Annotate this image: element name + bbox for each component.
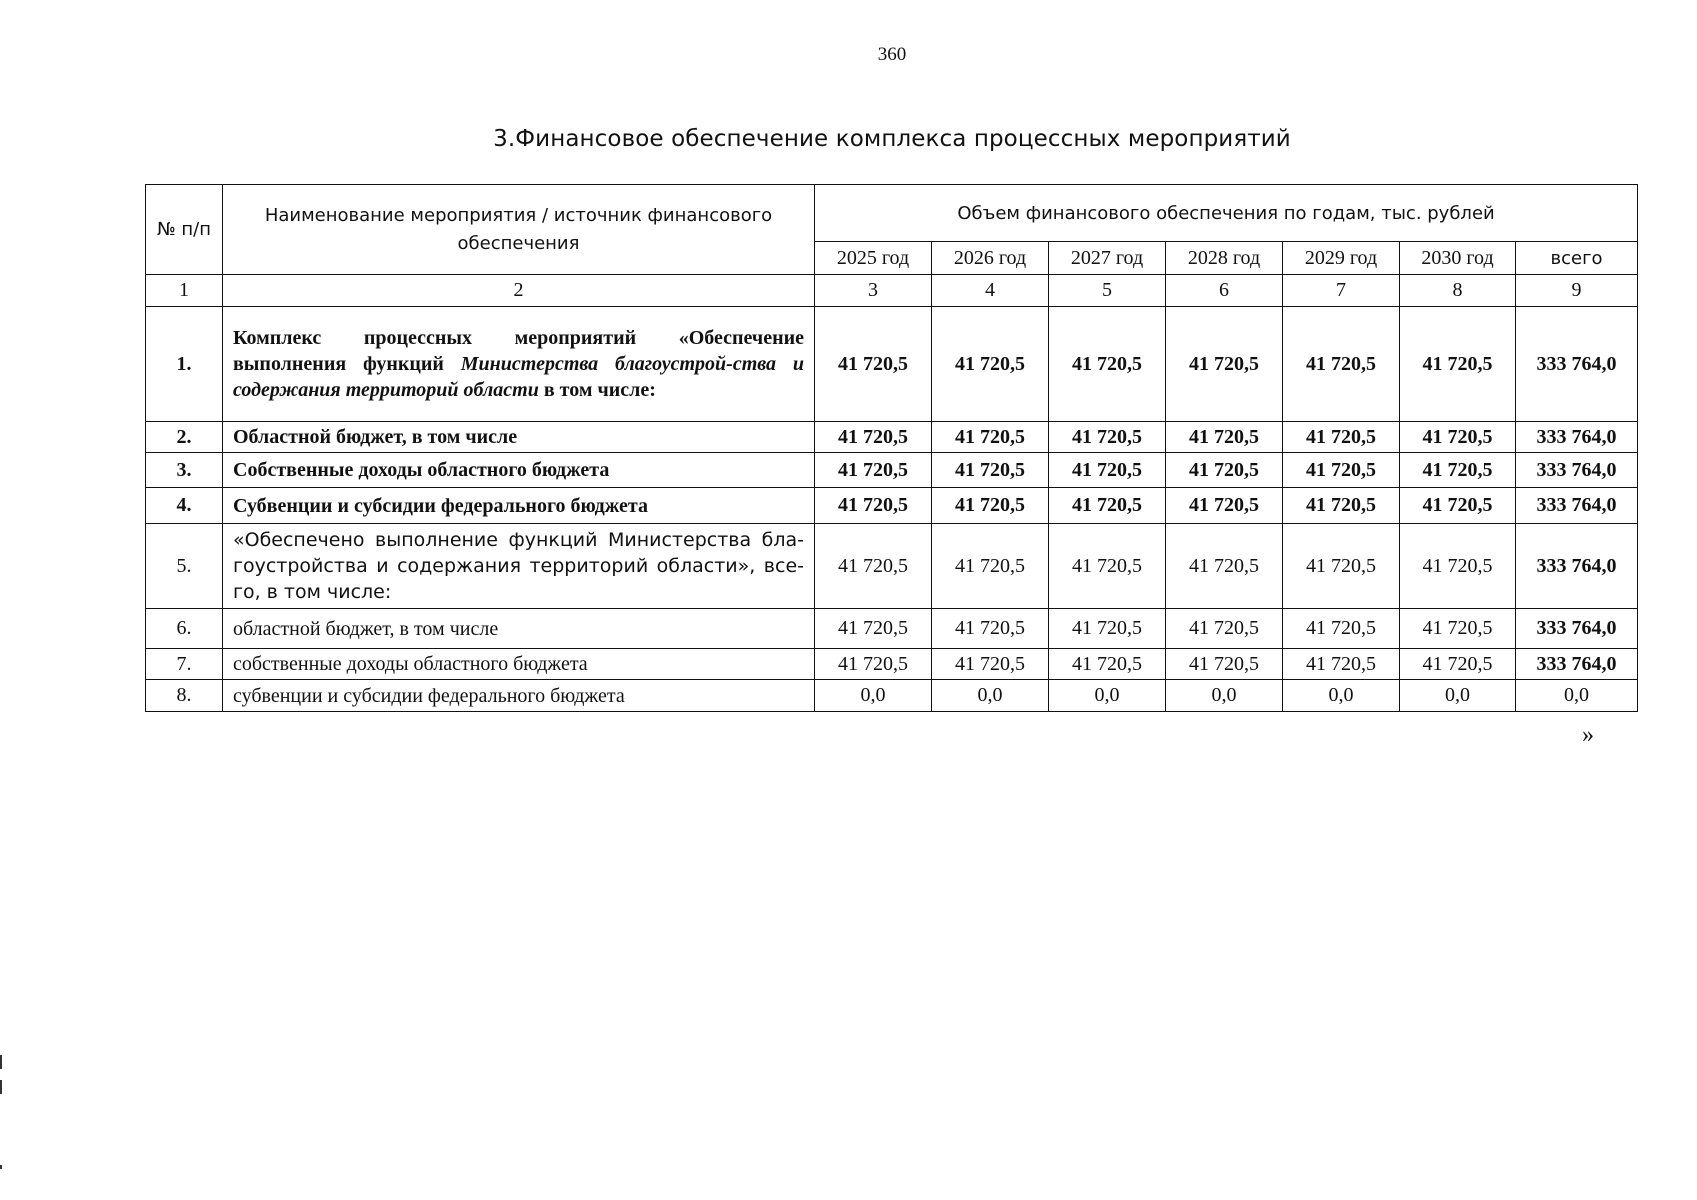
value-cell: 41 720,5 [1283, 488, 1400, 524]
value-cell: 0,0 [1283, 680, 1400, 712]
column-number: 6 [1166, 275, 1283, 307]
scan-edge-mark [0, 1080, 2, 1094]
value-cell: 41 720,5 [1283, 422, 1400, 453]
value-cell: 41 720,5 [1049, 307, 1166, 422]
value-cell: 0,0 [1049, 680, 1166, 712]
value-cell: 41 720,5 [815, 524, 932, 609]
value-cell: 41 720,5 [1049, 453, 1166, 488]
row-name: Собственные доходы областного бюджета [223, 453, 815, 488]
value-cell: 41 720,5 [1400, 307, 1516, 422]
column-number: 3 [815, 275, 932, 307]
total-cell: 333 764,0 [1516, 453, 1638, 488]
column-number-row [146, 275, 1638, 307]
column-number: 1 [146, 275, 223, 307]
row-number: 2. [146, 422, 223, 453]
value-cell: 0,0 [932, 680, 1049, 712]
col-num-header: № п/п [146, 185, 223, 275]
value-cell: 41 720,5 [1283, 609, 1400, 649]
value-cell: 41 720,5 [1049, 422, 1166, 453]
scan-edge-mark [0, 1165, 2, 1169]
value-cell: 41 720,5 [1283, 307, 1400, 422]
year-header: 2027 год [1049, 242, 1166, 275]
financing-table [145, 184, 1638, 712]
header-row-top [146, 185, 1638, 242]
column-number: 8 [1400, 275, 1516, 307]
table-row [146, 609, 1638, 649]
value-cell: 41 720,5 [815, 422, 932, 453]
row-name: собственные доходы областного бюджета [223, 649, 815, 680]
total-cell: 333 764,0 [1516, 524, 1638, 609]
row-number: 1. [146, 307, 223, 422]
value-cell: 41 720,5 [815, 488, 932, 524]
value-cell: 41 720,5 [932, 488, 1049, 524]
value-cell: 41 720,5 [1166, 422, 1283, 453]
value-cell: 41 720,5 [815, 609, 932, 649]
value-cell: 41 720,5 [1283, 524, 1400, 609]
value-cell: 41 720,5 [932, 307, 1049, 422]
total-header: всего [1516, 242, 1638, 275]
row-name: субвенции и субсидии федерального бюджета [223, 680, 815, 712]
value-cell: 41 720,5 [1166, 609, 1283, 649]
total-cell: 333 764,0 [1516, 609, 1638, 649]
row-name: областной бюджет, в том числе [223, 609, 815, 649]
value-cell: 41 720,5 [932, 453, 1049, 488]
column-number: 4 [932, 275, 1049, 307]
table-row [146, 307, 1638, 422]
value-cell: 0,0 [815, 680, 932, 712]
row-number: 7. [146, 649, 223, 680]
value-cell: 0,0 [1400, 680, 1516, 712]
value-cell: 41 720,5 [1049, 488, 1166, 524]
scan-edge-mark [0, 1055, 2, 1069]
value-cell: 41 720,5 [1400, 524, 1516, 609]
section-title: 3.Финансовое обеспечение комплекса процессных мероприятий [493, 126, 1291, 152]
year-header: 2030 год [1400, 242, 1516, 275]
value-cell: 41 720,5 [932, 649, 1049, 680]
row-name: Областной бюджет, в том числе [223, 422, 815, 453]
value-cell: 41 720,5 [932, 422, 1049, 453]
value-cell: 41 720,5 [1400, 609, 1516, 649]
value-cell: 41 720,5 [932, 524, 1049, 609]
row-number: 8. [146, 680, 223, 712]
row-name-italic: Министерства благоустрой-ства и содержания территорий области [233, 353, 804, 401]
closing-quote: » [1582, 722, 1594, 748]
total-cell: 333 764,0 [1516, 422, 1638, 453]
total-cell: 333 764,0 [1516, 649, 1638, 680]
total-cell: 333 764,0 [1516, 488, 1638, 524]
page-number: 360 [877, 44, 907, 65]
value-cell: 41 720,5 [1166, 649, 1283, 680]
value-cell: 41 720,5 [1166, 453, 1283, 488]
value-cell: 41 720,5 [1400, 649, 1516, 680]
year-header: 2025 год [815, 242, 932, 275]
total-cell: 333 764,0 [1516, 307, 1638, 422]
year-header: 2029 год [1283, 242, 1400, 275]
value-cell: 41 720,5 [1049, 649, 1166, 680]
table-row [146, 524, 1638, 609]
row-name-part: Комплекс процессных мероприятий «Обеспечение выполнения функций [233, 327, 804, 375]
value-cell: 0,0 [1166, 680, 1283, 712]
year-header: 2026 год [932, 242, 1049, 275]
value-cell: 41 720,5 [1283, 453, 1400, 488]
row-number: 3. [146, 453, 223, 488]
col-name-header: Наименование мероприятия / источник финансового обеспечения [223, 185, 815, 275]
value-cell: 41 720,5 [1049, 524, 1166, 609]
value-cell: 41 720,5 [815, 453, 932, 488]
row-number: 6. [146, 609, 223, 649]
table-row [146, 422, 1638, 453]
table-row [146, 649, 1638, 680]
row-name-part: в том числе: [538, 379, 656, 401]
value-cell: 41 720,5 [1166, 307, 1283, 422]
value-cell: 41 720,5 [932, 609, 1049, 649]
column-number: 9 [1516, 275, 1638, 307]
value-cell: 41 720,5 [1049, 609, 1166, 649]
volume-header: Объем финансового обеспечения по годам, тыс. рублей [815, 185, 1638, 242]
row-name [223, 307, 815, 422]
value-cell: 41 720,5 [815, 307, 932, 422]
year-header: 2028 год [1166, 242, 1283, 275]
value-cell: 41 720,5 [1283, 649, 1400, 680]
table-row [146, 680, 1638, 712]
column-number: 2 [223, 275, 815, 307]
table-row [146, 488, 1638, 524]
value-cell: 41 720,5 [1400, 453, 1516, 488]
column-number: 5 [1049, 275, 1166, 307]
value-cell: 41 720,5 [1400, 488, 1516, 524]
row-name: Субвенции и субсидии федерального бюджета [223, 488, 815, 524]
value-cell: 41 720,5 [1400, 422, 1516, 453]
row-number: 5. [146, 524, 223, 609]
value-cell: 41 720,5 [1166, 524, 1283, 609]
column-number: 7 [1283, 275, 1400, 307]
value-cell: 41 720,5 [815, 649, 932, 680]
row-number: 4. [146, 488, 223, 524]
table-row [146, 453, 1638, 488]
total-cell: 0,0 [1516, 680, 1638, 712]
row-name: «Обеспечено выполнение функций Министерства бла-гоустройства и содержания территорий области», все-го, в том числе: [223, 524, 815, 609]
value-cell: 41 720,5 [1166, 488, 1283, 524]
